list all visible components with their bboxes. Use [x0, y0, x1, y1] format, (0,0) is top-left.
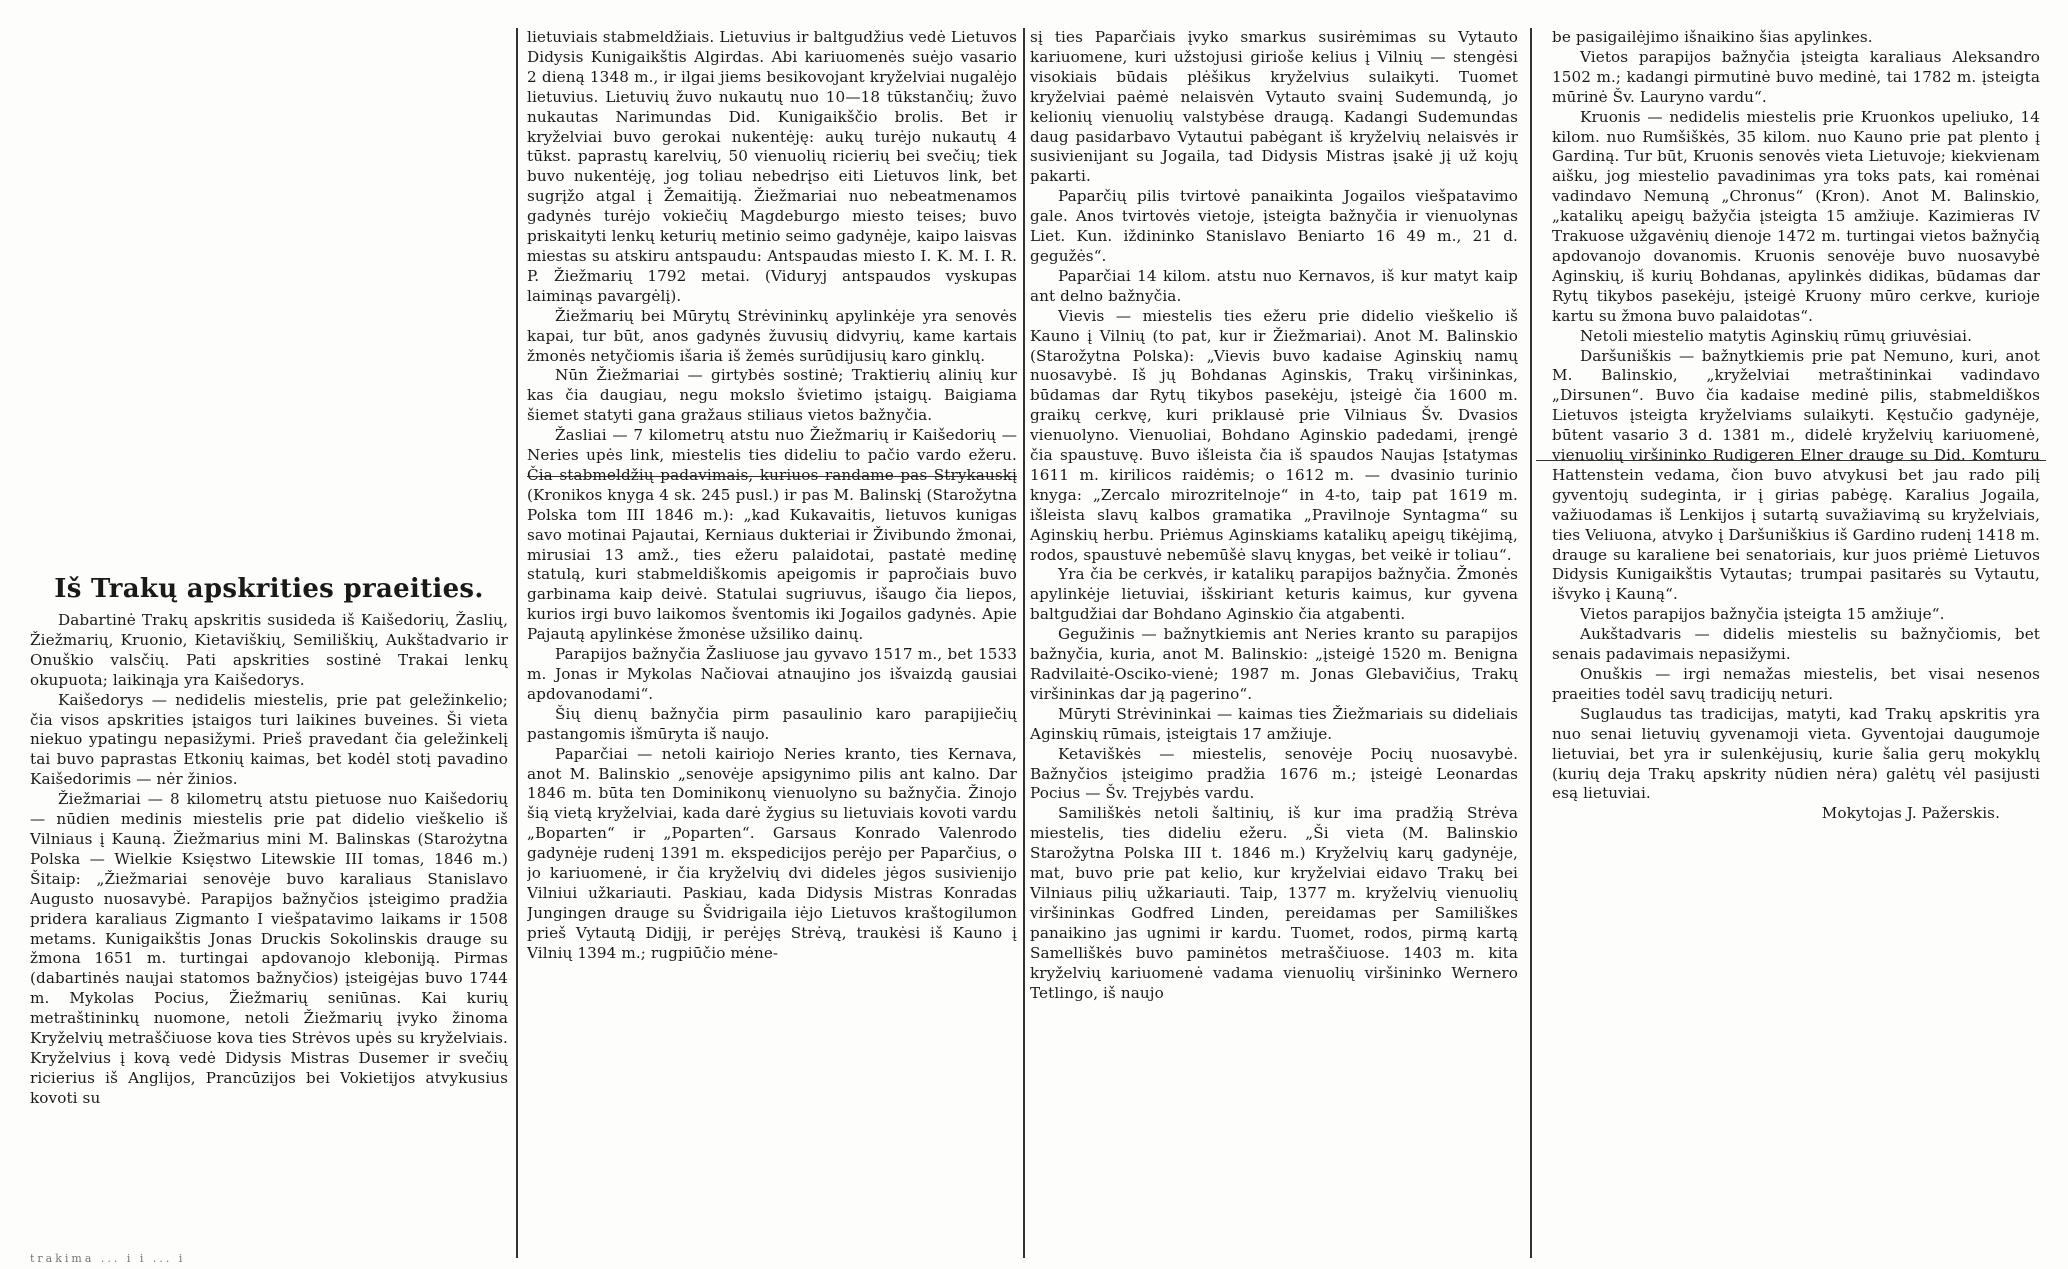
paragraph: Kaišedorys — nedidelis miestelis, prie pat geležinkelio; čia visos apskrities įstaigos turi laikines buveines. Ši vieta niekuo ypatingu nepasižymi. Prieš pravedant čia geležinkelį tai buvo paprastas Etkonių kaimas, bet kodėl stotį pavadino Kaišedorimis — nėr žinios.: [30, 690, 508, 789]
paragraph: Žasliai — 7 kilometrų atstu nuo Žiežmarių ir Kaišedorių — Neries upės link, miestelis ties dideliu to pačio vardo ežeru. Čia stabmeldžių padavimais, kuriuos randame pas Strykauskį (Kronikos knyga 4 sk. 245 pusl.) ir pas M. Balinskį (Starožytna Polska tom III 1846 m.): „kad Kukavaitis, lietuvos kunigas savo motinai Pajautai, Kerniaus dukteriai ir Živibundo žmonai, mirusiai 13 amž., ties ežeru palaidotai, pastatė medinę statulą, kuri stabmeldiškomis apeigomis ir papročiais buvo garbinama kaip deivė. Statulai sugriuvus, išaugo čia liepos, kurios irgi buvo laikomos šventomis iki Jogailos gadynės. Apie Pajautą apylinkėse žmonėse užsiliko dainų.: [527, 426, 1017, 644]
column-rule-right: [1530, 28, 1532, 1258]
column-rule-left: [516, 28, 518, 1258]
paragraph: Dabartinė Trakų apskritis susideda iš Kaišedorių, Žaslių, Žiežmarių, Kruonio, Kietaviškių, Semiliškių, Aukštadvario ir Onuškio valsčių. Pati apskrities sostinė Trakai lenkų okupuota; laikinąja yra Kaišedorys.: [30, 611, 508, 689]
article-column-1: [30, 573, 508, 1248]
paragraph: Yra čia be cerkvės, ir katalikų parapijos bažnyčia. Žmonės apylinkėje lietuviai, išskiriant keturis kaimus, kur gyvena baltgudžiai dar Bohdano Aginskio čia atgabenti.: [1030, 565, 1518, 624]
paragraph: Daršuniškis — bažnytkiemis prie pat Nemuno, kuri, anot M. Balinskio, „kryželviai metraštininkai vadindavo „Dirsunen“. Buvo čia kadaise medinė pilis, stabmeldiškos Lietuvos įsteigta kryželviams sulaikyti. Kęstučio gadynėje, būtent vasario 3 d. 1381 m., didelė kryželvių kariuomenė, vienuolių viršininko Rudigeren Elner drauge su Did. Komturu Hattenstein vedama, čion buvo atvykusi bet jau rado pilį gyventojų sudeginta, ir į girias pabėgę. Karalius Jogaila, važiuodamas iš Lenkijos į sutartą suvažiavimą su kryželviais, ties Veliuona, atvyko į Daršuniškius iš Gardino rudenį 1418 m. drauge su karaliene bei senatoriais, kur juos priėmė Lietuvos Didysis Kunigaikštis Vytautas; trumpai pasitarės su Vytautu, išvyko į Kauną“.: [1552, 346, 2040, 604]
paragraph: Netoli miestelio matytis Aginskių rūmų griuvėsiai.: [1580, 326, 1973, 345]
paragraph: Vietos parapijos bažnyčia įsteigta 15 amžiuje“.: [1580, 605, 1945, 624]
paragraph: Gegužinis — bažnytkiemis ant Neries kranto su parapijos bažnyčia, kuria, anot M. Balinskio: „įsteigė 1520 m. Benigna Radvilaitė-Osciko-vienė; 1987 m. Jonas Glebavičius, Trakų viršininkas dar ją pagerino“.: [1030, 625, 1518, 703]
paragraph: Aukštadvaris — didelis miestelis su bažnyčiomis, bet senais padavimais nepasižymi.: [1552, 625, 2040, 664]
article-column-4: [1552, 28, 2040, 1083]
paragraph: Ketaviškės — miestelis, senovėje Pocių nuosavybė. Bažnyčios įsteigimo pradžia 1676 m.; įsteigė Leonardas Pocius — Šv. Trejybės vardu.: [1030, 744, 1518, 803]
paragraph: Žiežmarių bei Mūrytų Strėvininkų apylinkėje yra senovės kapai, tur būt, anos gadynės žuvusių didvyrių, kame kartais žmonės netyčiomis išaria iš žemės surūdijusių karo ginklų.: [527, 306, 1017, 365]
article-headline: Iš Trakų apskrities praeities.: [54, 574, 484, 604]
paragraph: Suglaudus tas tradicijas, matyti, kad Trakų apskritis yra nuo senai lietuvių gyvenamoji vieta. Gyventojai daugumoje lietuviai, bet yra ir sulenkėjusių, kurie šalia gerų mokyklų (kurių deja Trakų apskrity nūdien nėra) galėtų vėl pasijusti esą lietuviai.: [1552, 704, 2040, 803]
paragraph: Paparčiai — netoli kairiojo Neries kranto, ties Kernava, anot M. Balinskio „senovėje apsigynimo pilis ant kalno. Dar 1846 m. būta ten Dominikonų vienuolyno su bažnyčia. Žinojo šią vietą kryželviai, kada darė žygius su lietuviais kovoti vardu „Boparten“ ir „Poparten“. Garsaus Konrado Valenrodo gadynėje rudenį 1391 m. ekspedicijos perėjo per Paparčius, o jo kariuomenė, ir čia kryželvių dvi dideles jėgos susivienijo Vilniui užkariauti. Paskiau, kada Didysis Mistras Konradas Jungingen drauge su Švidrigaila iėjo Lietuvos kraštogilumon prieš Vytautą Didįjį, ir perėjęs Strėvą, traukėsi iš Kauno į Vilnių 1394 m.; rugpiūčio mėne-: [527, 744, 1017, 962]
paragraph: Mūryti Strėvininkai — kaimas ties Žiežmariais su dideliais Aginskių rūmais, įsteigtais 17 amžiuje.: [1030, 704, 1518, 743]
paragraph: Onuškis — irgi nemažas miestelis, bet visai nesenos praeities todėl savų tradicijų neturi.: [1552, 665, 2040, 703]
article-column-3: [1030, 28, 1518, 1258]
paragraph: Vievis — miestelis ties ežeru prie didelio vieškelio iš Kauno į Vilnių (to pat, kur ir Žiežmariai). Anot M. Balinskio (Starožytna Polska): „Vievis buvo kadaise Aginskių namų nuosavybė. Iš jų Bohdanas Aginskis, Trakų viršininkas, būdamas dar Rytų tikybos pasekėju, įsteigė čia 1600 m. graikų cerkvę, kuri priklausė prie Vilniaus Šv. Dvasios vienuolyno. Vienuoliai, Bohdano Aginskio padedami, įrengė čia spaustuvę. Buvo išleista čia iš spaudos Naujas Įstatymas 1611 m. kirilicos raidėmis; o 1612 m. — dvasinio turinio knyga: „Zercalo mirozritelnoje“ in 4-to, taip pat 1619 m. išleista slavų kalbos gramatika „Pravilnoje Syntagma“ su Aginskių herbu. Priėmus Aginskiams katalikų apeigų tikėjimą, rodos, spaustuvė nebemūšė slavų knygas, bet veikė ir toliau“.: [1030, 306, 1518, 564]
paragraph: Parapijos bažnyčia Žasliuose jau gyvavo 1517 m., bet 1533 m. Jonas ir Mykolas Načiovai atnaujino jos išvaizdą gausiai apdovanodami“.: [527, 645, 1017, 703]
paragraph: Samiliškės netoli šaltinių, iš kur ima pradžią Strėva miestelis, ties dideliu ežeru. „Ši vieta (M. Balinskio Starožytna Polska III t. 1846 m.) Kryželvių karų gadynėje, mat, buvo prie pat kelio, kur kryželviai eidavo Trakų bei Vilniaus pilių užkariauti. Taip, 1377 m. kryželvių vienuolių viršininkas Godfred Linden, pereidamas per Samiliškes panaikino jas ugnimi ir kardu. Tuomet, rodos, pirmą kartą Samelliškės buvo paminėtos metraščiuose. 1403 m. kita kryželvių kariuomenė vadama vienuolių viršininko Wernero Tetlingo, iš naujo: [1030, 804, 1518, 1002]
paragraph: Nūn Žiežmariai — girtybės sostinė; Traktierių alinių kur kas čia daugiau, negu mokslo švietimo įstaigų. Baigiama šiemet statyti gana gražaus stiliaus vietos bažnyčia.: [527, 366, 1017, 425]
paragraph: Paparčiai 14 kilom. atstu nuo Kernavos, iš kur matyt kaip ant delno bažnyčia.: [1030, 266, 1518, 305]
paragraph: lietuviais stabmeldžiais. Lietuvius ir baltgudžius vedė Lietuvos Didysis Kunigaikštis Algirdas. Abi kariuomenės suėjo vasario 2 dieną 1348 m., ir ilgai jiems besikovojant kryželviai nugalėjo lietuvius. Lietuvių žuvo nukautų nuo 10—18 tūkstančių; žuvo nukautas Narimundas Did. Kunigaikščio brolis. Bet ir kryželviai buvo gerokai nukentėję: aukų turėjo nukautų 4 tūkst. paprastų karelvių, 50 vienuolių ricierių bei svečių; tiek buvo nukentėję, jog toliau nebedrįso eiti Lietuvos link, bet sugrįžo atgal į Žemaitiją. Žiežmariai nuo nebeatmenamos gadynės turėjo vokiečių Magdeburgo miesto teises; buvo priskaityti lenkų keturių metinio seimo gadynėje, kaipo laisvas miestas su atskiru antspaudu: Antspaudas miesto I. K. M. I. R. P. Žiežmarių 1792 metai. (Viduryj antspaudos vyskupas laiminąs pavargėlį).: [527, 28, 1017, 305]
paragraph: Šių dienų bažnyčia pirm pasaulinio karo parapijiečių pastangomis išmūryta iš naujo.: [527, 704, 1017, 743]
footer-scratch-text: trakima ... i i ... i: [30, 1252, 186, 1265]
paragraph: Vietos parapijos bažnyčia įsteigta karaliaus Aleksandro 1502 m.; kadangi pirmutinė buvo medinė, tai 1782 m. įsteigta mūrinė Šv. Lauryno vardu“.: [1552, 47, 2040, 106]
paragraph: sį ties Paparčiais įvyko smarkus susirėmimas su Vytauto kariuomene, kuri užstojusi girioše kelius į Vilnių — stengėsi visokiais būdais plėšikus kryželvius sulaikyti. Tuomet kryželviai paėmė nelaisvėn Vytauto svainį Sudemundą, jo kelionių vienuolių valstybėse draugą. Kadangi Sudemundas daug pasidarbavo Vytautui pabėgant iš kryželvių nelaisvės ir susivienijant su Jogaila, tad Didysis Mistras įsakė jį už kojų pakarti.: [1030, 28, 1518, 186]
paragraph: Žiežmariai — 8 kilometrų atstu pietuose nuo Kaišedorių — nūdien medinis miestelis prie pat didelio vieškelio iš Vilniaus į Kauną. Žiežmarius mini M. Balinskas (Starożytna Polska — Wielkie Księstwo Litewskie III tomas, 1846 m.) Šitaip: „Žiežmariai senovėje buvo karaliaus Stanislavo Augusto nuosavybė. Parapijos bažnyčios įsteigimo pradžia pridera karaliaus Zigmanto I viešpatavimo laikams ir 1508 metams. Kunigaikštis Jonas Druckis Sokolinskis drauge su žmona 1651 m. turtingai apdovanojo kleboniją. Pirmas (dabartinės naujai statomos bažnyčios) įsteigėjas buvo 1744 m. Mykolas Pocius, Žiežmarių seniūnas. Kai kurių metraštininkų nuomone, netoli Žiežmarių įvyko žinoma Kryželvių metraščiuose kova ties Strėvos upės su kryželviais. Kryželvius į kovą vedė Didysis Mistras Dusemer ir svečių ricierius iš Anglijos, Prancūzijos bei Vokietijos atvykusius kovoti su: [30, 790, 508, 1107]
author-signature: Mokytojas J. Pažerskis.: [1821, 804, 2000, 823]
paragraph: Kruonis — nedidelis miestelis prie Kruonkos upeliuko, 14 kilom. nuo Rumšiškės, 35 kilom. nuo Kauno prie pat plento į Gardiną. Tur būt, Kruonis senovės vieta Lietuvoje; kiekvienam aišku, jog miestelio pavadinimas yra toks pats, kai romėnai vadindavo Nemuną „Chronus“ (Kron). Anot M. Balinskio, „katalikų apeigų bažyčia įsteigta 15 amžiuje. Kazimieras IV Trakuose užgavėnių dienoje 1472 m. turtingai vietos bažnyčią apdovanojo dovanomis. Kruonis senovėje buvo nuosavybė Aginskių, iš kurių Bohdanas, apylinkės didikas, būdamas dar Rytų tikybos pasekėju, įsteigė Kruony mūro cerkve, kurioje kartu su žmona buvo palaidotas“.: [1552, 107, 2040, 325]
column-rule-middle: [1023, 28, 1025, 1258]
paragraph: Paparčių pilis tvirtovė panaikinta Jogailos viešpatavimo gale. Anos tvirtovės vietoje, įsteigta bažnyčia ir vienuolynas Liet. Kun. iždininko Stanislavo Beniarto 16 49 m., 21 d. gegužės“.: [1030, 187, 1518, 265]
article-column-2: [527, 28, 1017, 1258]
paragraph: be pasigailėjimo išnaikino šias apylinkes.: [1552, 28, 1873, 46]
